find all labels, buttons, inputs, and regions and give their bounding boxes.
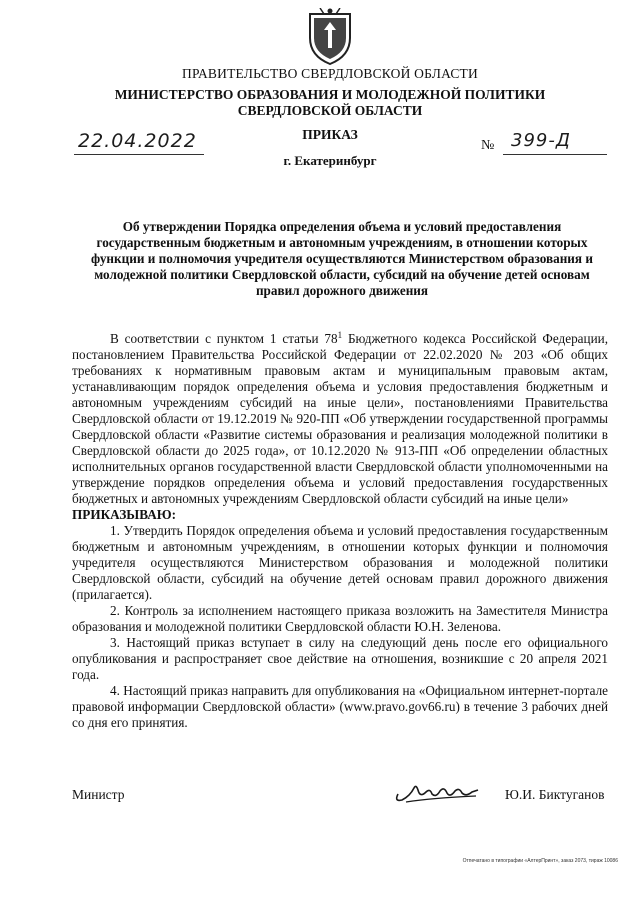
article-superscript: 1: [337, 330, 343, 340]
ministry-heading: [60, 87, 600, 119]
preamble-text-1: В соответствии с пунктом 1 статьи 78: [110, 331, 338, 346]
printer-note: Отпечатано в типографии «АлтерПринт», заказ 2073, тираж 10086: [462, 858, 618, 864]
order-item-3: 3. Настоящий приказ вступает в силу на следующий день после его официального опубликования и распространяет свое действие на отношения, возникшие с 20 апреля 2021 года.: [72, 635, 608, 682]
number-label: №: [481, 138, 495, 153]
order-item-2: 2. Контроль за исполнением настоящего приказа возложить на Заместителя Министра образования и молодежной политики Свердловской области Ю.Н. Зеленова.: [72, 603, 608, 634]
signatory-role: Министр: [72, 787, 125, 802]
order-item-4: 4. Настоящий приказ направить для опубликования на «Официальном интернет-портале правовой информации Свердловской области» (www.pravo.gov66.ru) в течение 3 рабочих дней со дня его принятия.: [72, 683, 608, 730]
ministry-line-1: МИНИСТЕРСТВО ОБРАЗОВАНИЯ И МОЛОДЕЖНОЙ ПОЛИТИКИ: [114, 87, 546, 102]
government-heading: ПРАВИТЕЛЬСТВО СВЕРДЛОВСКОЙ ОБЛАСТИ: [182, 66, 478, 81]
document-body: [72, 331, 608, 731]
city: г. Екатеринбург: [283, 153, 377, 168]
number-field: [503, 130, 607, 155]
date-field: [74, 130, 204, 155]
signatory-name: Ю.И. Биктуганов: [505, 787, 605, 802]
order-item-1: 1. Утвердить Порядок определения объема и условий предоставления государственным бюджетным и автономным учреждениям, в отношении которых функции и полномочия учредителя осуществляются Министерством образования и молодежной политики Свердловской области, субсидий на обучение детей основам правил дорожного движения (прилагается).: [72, 523, 608, 602]
handwritten-date: 22.04.2022: [78, 130, 197, 152]
document-title: Об утверждении Порядка определения объема и условий предоставления государственным бюджетным и автономным учреждениям, в отношении которых функции и полномочия учредителя осуществляются Министерством образования и молодежной политики Свердловской области, субсидий на обучение детей основам правил дорожного движения: [91, 219, 593, 298]
preamble-text-2: Бюджетного кодекса Российской Федерации, постановлением Правительства Российской Федерации от 22.02.2020 № 203 «Об общих требованиях к нормативным правовым актам и муниципальным правовым актам, устанавливающим порядок определения объема и условия предоставления бюджетным и автономным учреждениям субсидий на иные цели», постановлениями Правительства Свердловской области от 19.12.2019 № 920-ПП «Об утверждении государственной программы Свердловской области «Развитие системы образования и реализация молодежной политики в Свердловской области до 2025 года», от 10.12.2020 № 913-ПП «Об определении областных исполнительных органов государственной власти Свердловской области уполномоченными на утверждение порядков определения объема и условий предоставления государственных бюджетных и автономных учреждениям Свердловской области субсидий на иные цели»: [72, 331, 608, 506]
ministry-line-2: СВЕРДЛОВСКОЙ ОБЛАСТИ: [237, 103, 423, 118]
coat-of-arms-icon: [306, 8, 354, 66]
order-word: ПРИКАЗЫВАЮ:: [72, 507, 176, 522]
handwritten-number: 399-Д: [511, 130, 571, 151]
handwritten-signature-icon: [392, 776, 482, 806]
document-type: ПРИКАЗ: [302, 127, 358, 142]
preamble-paragraph: [72, 331, 608, 507]
